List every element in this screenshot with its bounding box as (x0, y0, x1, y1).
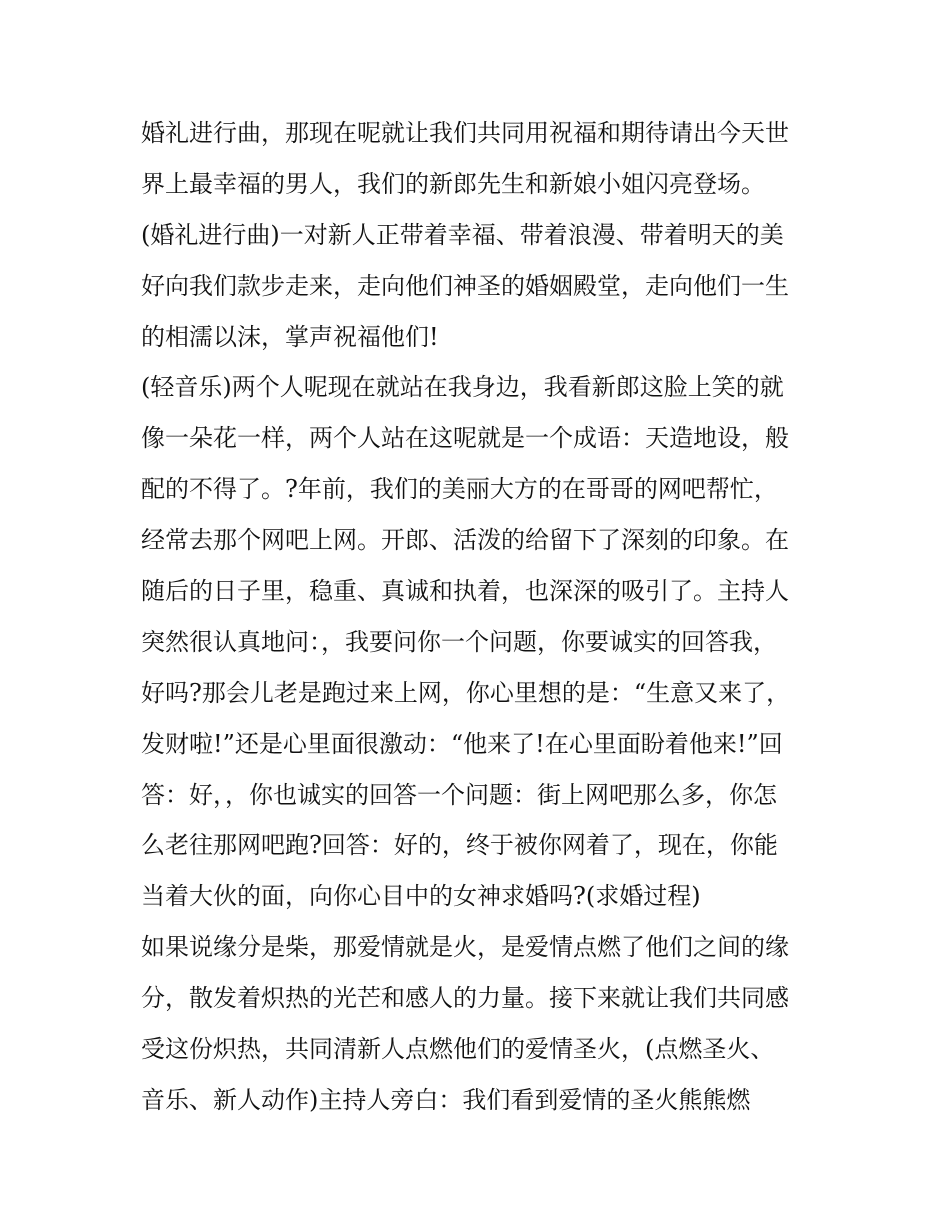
text-line: 好向我们款步走来，走向他们神圣的婚姻殿堂，走向他们一生 (141, 271, 789, 300)
text-line: 婚礼进行曲，那现在呢就让我们共同用祝福和期待请出今天世 (141, 119, 789, 147)
text-line: 如果说缘分是柴，那爱情就是火，是爱情点燃了他们之间的缘 (141, 933, 789, 962)
body-text (141, 108, 821, 1126)
text-line: 发财啦!”还是心里面很激动：“他来了!在心里面盼着他来!”回 (141, 729, 783, 758)
text-line: 好吗?那会儿老是跑过来上网，你心里想的是：“生意又来了， (141, 678, 791, 707)
text-line: 分，散发着炽热的光芒和感人的力量。接下来就让我们共同感 (141, 984, 789, 1013)
text-line: 配的不得了。?年前，我们的美丽大方的在哥哥的网吧帮忙， (141, 475, 778, 504)
text-line: 界上最幸福的男人，我们的新郎先生和新娘小姐闪亮登场。 (141, 169, 765, 198)
text-line: 受这份炽热，共同清新人点燃他们的爱情圣火，(点燃圣火、 (141, 1035, 775, 1064)
text-line: 的相濡以沫，掌声祝福他们! (141, 322, 439, 351)
text-line: 么老往那网吧跑?回答：好的，终于被你网着了，现在，你能 (141, 831, 778, 860)
text-line: (轻音乐)两个人呢现在就站在我身边，我看新郎这脸上笑的就 (141, 373, 784, 402)
text-line: 像一朵花一样，两个人站在这呢就是一个成语：天造地设，般 (141, 424, 789, 453)
text-line: 突然很认真地问：，我要问你一个问题，你要诚实的回答我， (141, 627, 777, 656)
text-line: 当着大伙的面，向你心目中的女神求婚吗?(求婚过程) (141, 882, 701, 911)
text-line: (婚礼进行曲)一对新人正带着幸福、带着浪漫、带着明天的美 (141, 220, 784, 249)
text-line: 音乐、新人动作)主持人旁白：我们看到爱情的圣火熊熊燃 (141, 1085, 751, 1114)
text-line: 随后的日子里，稳重、真诚和执着，也深深的吸引了。主持人 (141, 577, 789, 606)
text-line: 答：好，，你也诚实的回答一个问题：街上网吧那么多，你怎 (141, 780, 777, 809)
text-line: 经常去那个网吧上网。开郎、活泼的给留下了深刻的印象。在 (141, 526, 789, 555)
